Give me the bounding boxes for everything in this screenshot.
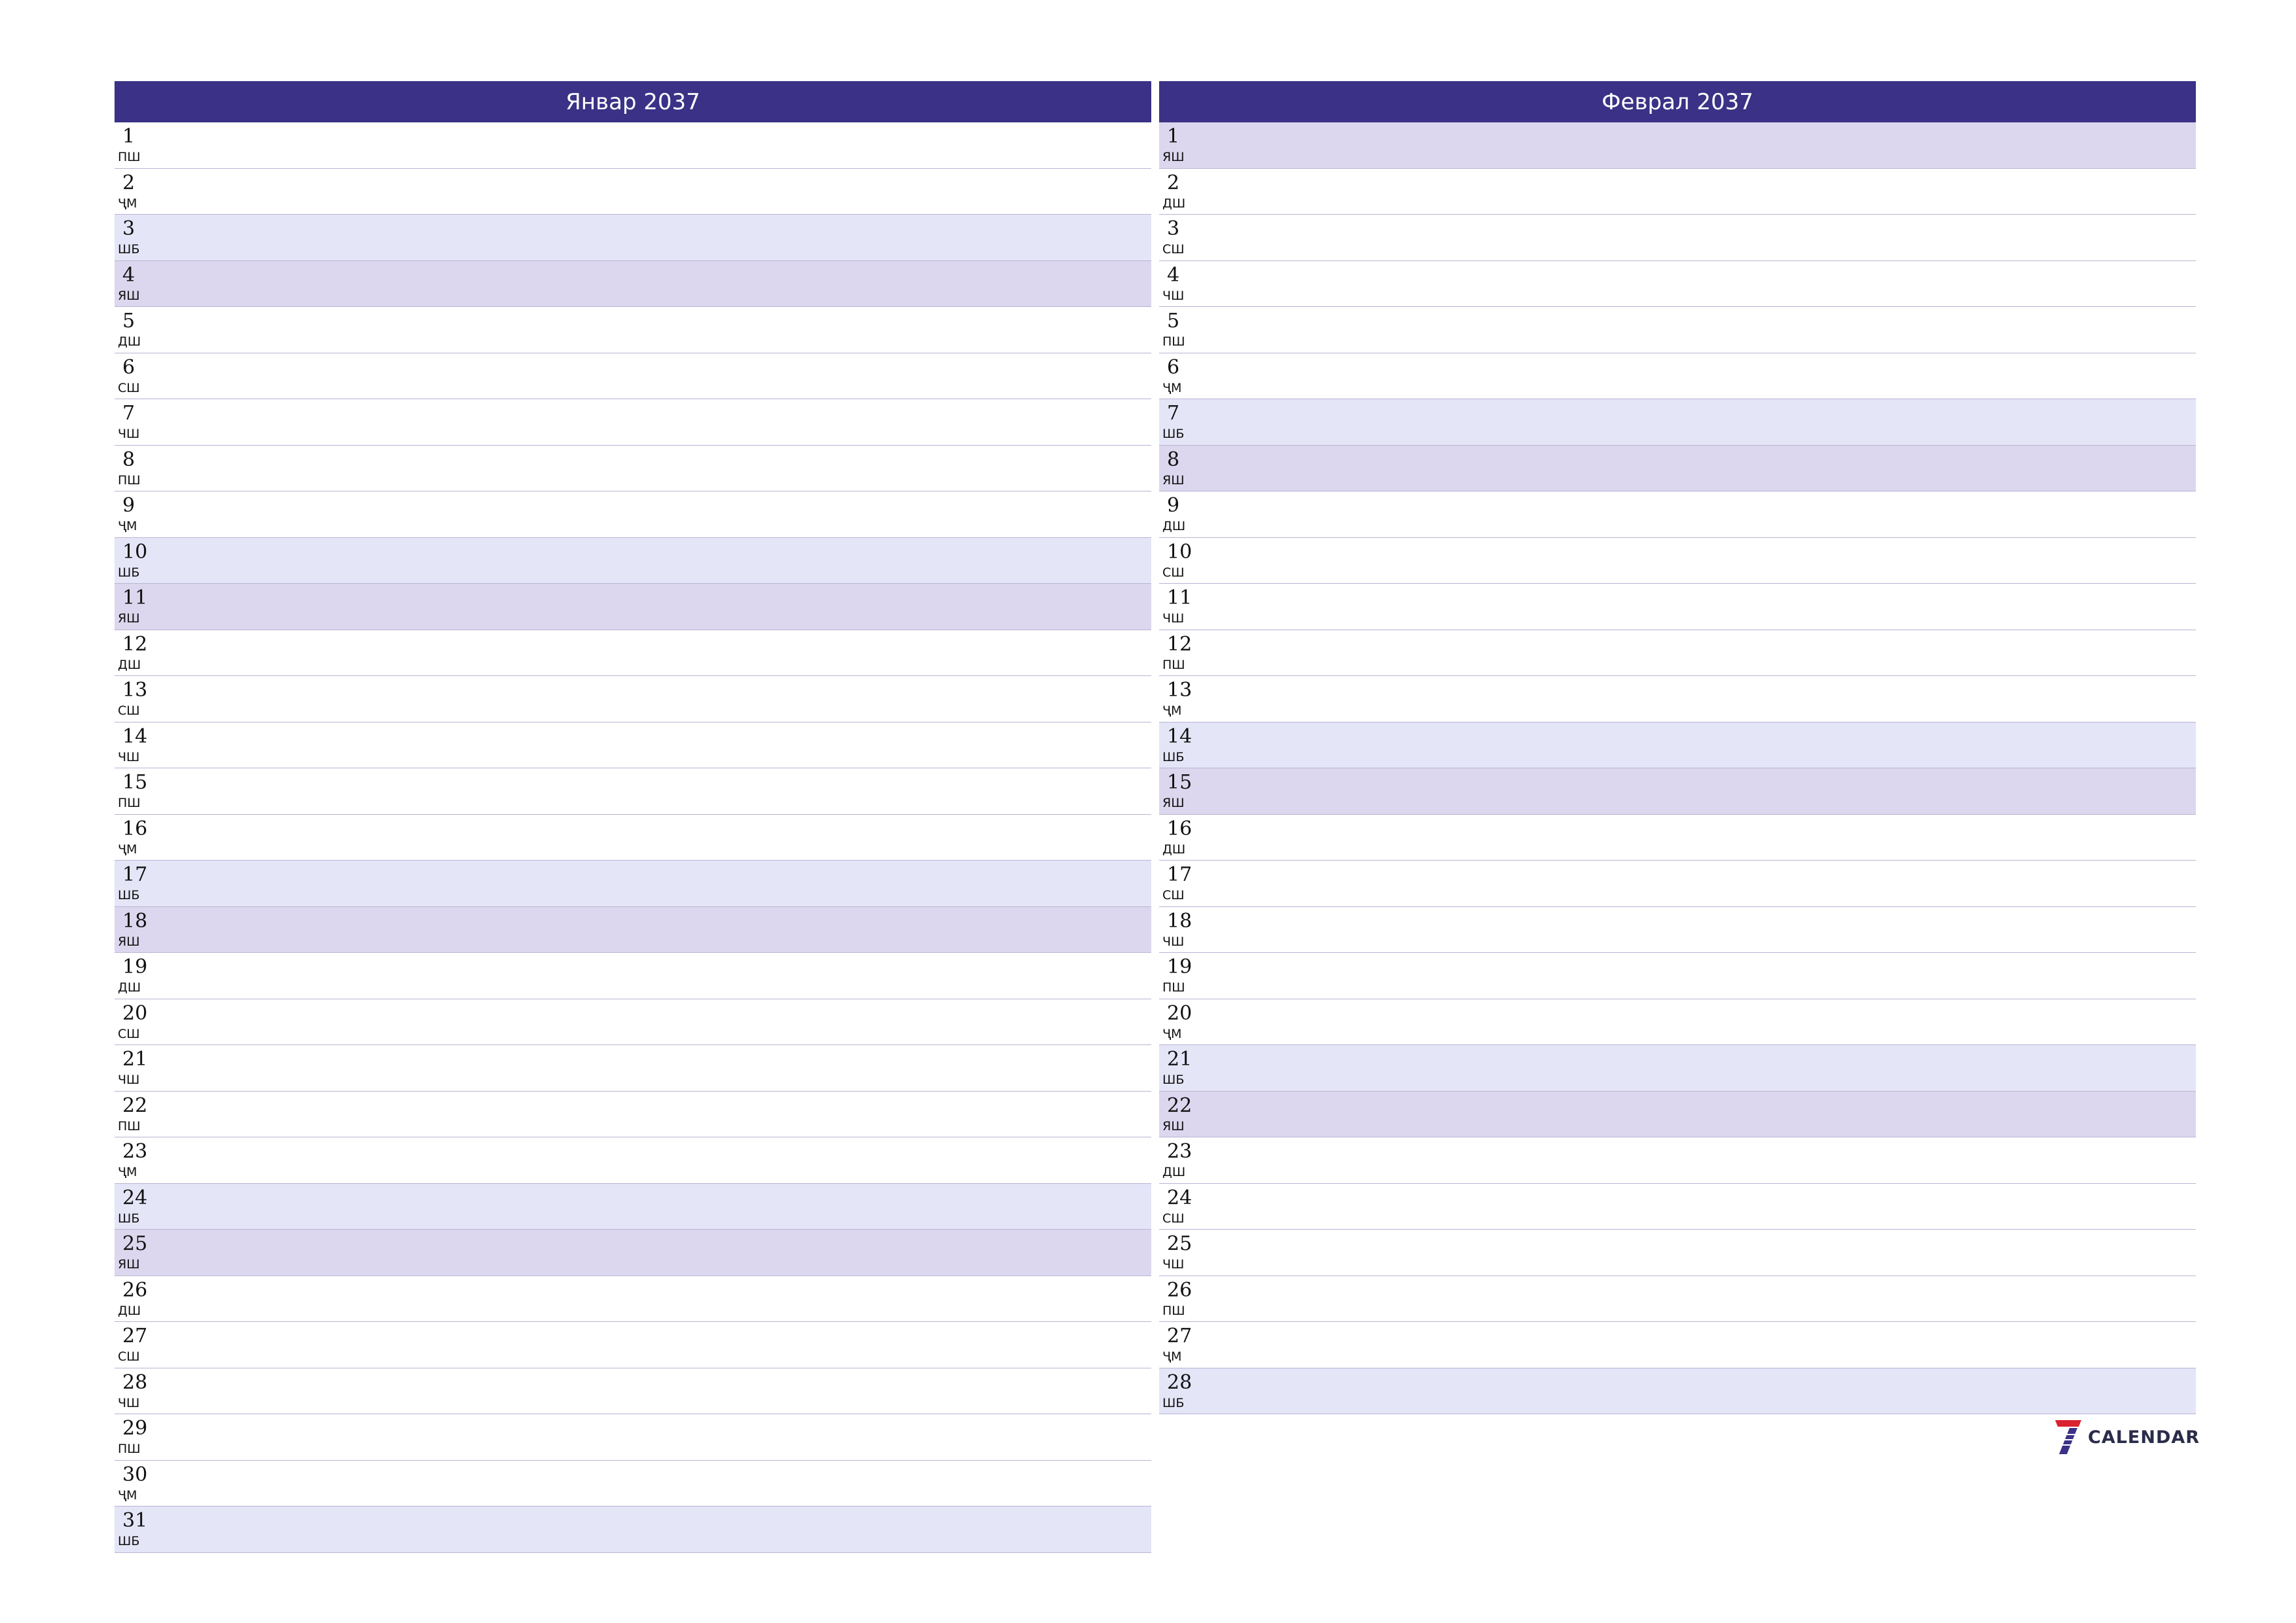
month-title: Феврал 2037: [1159, 81, 2196, 122]
weekday-label: СШ: [1162, 565, 1185, 580]
day-row: [115, 353, 1151, 400]
day-number: 3: [122, 217, 135, 240]
weekday-label: ШБ: [118, 888, 140, 902]
logo-text: CALENDAR: [2088, 1427, 2200, 1448]
weekday-label: СШ: [118, 704, 140, 718]
day-number: 16: [1167, 817, 1193, 840]
weekday-label: ЧШ: [118, 1073, 140, 1087]
day-row: [115, 1092, 1151, 1138]
day-number: 10: [122, 540, 148, 563]
day-row: [115, 215, 1151, 261]
weekday-label: ПШ: [118, 796, 141, 810]
weekday-label: ПШ: [1162, 657, 1185, 672]
month-february: [1159, 81, 2196, 1414]
weekday-label: ДШ: [118, 657, 141, 672]
weekday-label: ҶМ: [118, 842, 137, 857]
day-number: 18: [1167, 909, 1193, 933]
day-row: [115, 1322, 1151, 1368]
day-number: 13: [1167, 679, 1193, 702]
weekday-label: ҶМ: [1162, 704, 1182, 718]
day-list: [115, 122, 1151, 1553]
weekday-label: ДШ: [118, 334, 141, 349]
weekday-label: ШБ: [1162, 749, 1185, 764]
weekday-label: СШ: [118, 1349, 140, 1364]
weekday-label: ШБ: [118, 1534, 140, 1548]
day-number: 31: [122, 1509, 148, 1532]
weekday-label: СШ: [118, 380, 140, 395]
day-row: [1159, 676, 2196, 722]
day-number: 3: [1167, 217, 1180, 240]
day-row: [1159, 122, 2196, 169]
weekday-label: ЯШ: [118, 611, 140, 626]
calendar-logo: [2054, 1419, 2200, 1455]
day-number: 25: [122, 1232, 148, 1255]
day-number: 15: [1167, 771, 1193, 794]
day-number: 8: [1167, 448, 1180, 471]
day-row: [115, 1368, 1151, 1415]
weekday-label: ШБ: [118, 242, 140, 257]
day-row: [115, 953, 1151, 999]
weekday-label: ЯШ: [118, 288, 140, 303]
weekday-label: ҶМ: [1162, 380, 1182, 395]
weekday-label: ШБ: [1162, 1395, 1185, 1410]
weekday-label: ШБ: [1162, 427, 1185, 441]
day-number: 14: [122, 724, 148, 748]
day-number: 7: [1167, 402, 1180, 425]
day-row: [1159, 399, 2196, 446]
weekday-label: ЯШ: [1162, 1118, 1185, 1133]
day-row: [1159, 584, 2196, 630]
weekday-label: ПШ: [118, 1118, 141, 1133]
weekday-label: ЧШ: [118, 1395, 140, 1410]
day-number: 5: [1167, 310, 1180, 332]
day-number: 4: [1167, 263, 1180, 287]
day-row: [115, 169, 1151, 215]
weekday-label: ЧШ: [118, 427, 140, 441]
day-number: 29: [122, 1417, 148, 1440]
day-row: [115, 676, 1151, 722]
day-number: 6: [122, 355, 135, 379]
weekday-label: ДШ: [1162, 196, 1186, 211]
day-row: [1159, 1137, 2196, 1184]
day-number: 20: [1167, 1001, 1193, 1025]
day-row: [1159, 491, 2196, 538]
day-row: [1159, 815, 2196, 861]
weekday-label: ҶМ: [118, 1488, 137, 1503]
day-row: [115, 1276, 1151, 1323]
day-number: 7: [122, 402, 135, 425]
day-row: [115, 491, 1151, 538]
day-row: [1159, 1322, 2196, 1368]
weekday-label: ШБ: [118, 1211, 140, 1226]
day-number: 19: [122, 955, 148, 978]
day-number: 23: [1167, 1140, 1193, 1163]
weekday-label: ЯШ: [1162, 150, 1185, 164]
weekday-label: СШ: [1162, 1211, 1185, 1226]
day-number: 23: [122, 1140, 148, 1163]
day-number: 17: [122, 863, 148, 886]
weekday-label: ЯШ: [118, 1257, 140, 1272]
day-number: 26: [1167, 1278, 1193, 1302]
day-row: [1159, 261, 2196, 308]
weekday-label: ДШ: [1162, 519, 1186, 533]
weekday-label: ШБ: [1162, 1073, 1185, 1087]
weekday-label: СШ: [1162, 888, 1185, 902]
day-number: 20: [122, 1001, 148, 1025]
day-row: [1159, 169, 2196, 215]
weekday-label: ЧШ: [1162, 288, 1185, 303]
day-number: 9: [122, 494, 135, 517]
day-row: [1159, 1092, 2196, 1138]
weekday-label: ҶМ: [1162, 1026, 1182, 1041]
day-number: 10: [1167, 540, 1193, 563]
weekday-label: ЯШ: [118, 934, 140, 949]
weekday-label: ПШ: [118, 1442, 141, 1456]
weekday-label: ПШ: [1162, 1303, 1185, 1318]
day-row: [1159, 953, 2196, 999]
weekday-label: ПШ: [118, 473, 141, 488]
weekday-label: ДШ: [1162, 842, 1186, 857]
weekday-label: ҶМ: [1162, 1349, 1182, 1364]
day-row: [115, 1230, 1151, 1276]
day-number: 6: [1167, 355, 1180, 379]
day-row: [115, 1184, 1151, 1230]
weekday-label: ЧШ: [1162, 934, 1185, 949]
day-number: 9: [1167, 494, 1180, 517]
day-number: 21: [122, 1048, 148, 1071]
day-row: [1159, 1230, 2196, 1276]
weekday-label: ЯШ: [1162, 796, 1185, 810]
day-number: 1: [1167, 125, 1180, 148]
day-row: [115, 768, 1151, 815]
day-number: 27: [122, 1325, 148, 1347]
day-row: [115, 261, 1151, 308]
weekday-label: СШ: [1162, 242, 1185, 257]
day-number: 28: [1167, 1370, 1193, 1394]
day-number: 12: [1167, 632, 1193, 656]
day-row: [1159, 215, 2196, 261]
day-number: 14: [1167, 724, 1193, 748]
day-row: [1159, 722, 2196, 769]
day-number: 8: [122, 448, 135, 471]
day-number: 13: [122, 679, 148, 702]
day-row: [1159, 999, 2196, 1046]
day-row: [115, 815, 1151, 861]
day-row: [1159, 1184, 2196, 1230]
day-row: [115, 122, 1151, 169]
weekday-label: ДШ: [1162, 1165, 1186, 1179]
day-row: [115, 1137, 1151, 1184]
day-number: 27: [1167, 1325, 1193, 1347]
day-number: 11: [122, 586, 148, 609]
day-number: 21: [1167, 1048, 1193, 1071]
day-number: 24: [1167, 1186, 1193, 1209]
weekday-label: ЯШ: [1162, 473, 1185, 488]
day-row: [115, 999, 1151, 1046]
day-row: [1159, 538, 2196, 584]
day-number: 11: [1167, 586, 1193, 609]
day-row: [115, 307, 1151, 353]
day-number: 22: [122, 1094, 148, 1117]
weekday-label: ҶМ: [118, 196, 137, 211]
day-row: [1159, 768, 2196, 815]
day-row: [115, 584, 1151, 630]
day-number: 30: [122, 1463, 148, 1486]
weekday-label: ЧШ: [1162, 611, 1185, 626]
weekday-label: ҶМ: [118, 1165, 137, 1179]
day-number: 22: [1167, 1094, 1193, 1117]
day-number: 16: [122, 817, 148, 840]
weekday-label: ПШ: [1162, 980, 1185, 995]
day-row: [1159, 1045, 2196, 1092]
day-row: [1159, 1276, 2196, 1323]
day-row: [1159, 307, 2196, 353]
day-row: [1159, 907, 2196, 954]
day-row: [1159, 861, 2196, 907]
day-number: 15: [122, 771, 148, 794]
day-number: 1: [122, 125, 135, 148]
weekday-label: ПШ: [1162, 334, 1185, 349]
weekday-label: ШБ: [118, 565, 140, 580]
weekday-label: ЧШ: [1162, 1257, 1185, 1272]
day-list: [1159, 122, 2196, 1414]
day-row: [115, 1461, 1151, 1507]
day-row: [1159, 630, 2196, 677]
day-row: [115, 399, 1151, 446]
day-number: 5: [122, 310, 135, 332]
day-row: [115, 446, 1151, 492]
day-number: 25: [1167, 1232, 1193, 1255]
month-title: Январ 2037: [115, 81, 1151, 122]
day-number: 28: [122, 1370, 148, 1394]
day-row: [115, 1507, 1151, 1553]
day-row: [115, 907, 1151, 954]
day-number: 19: [1167, 955, 1193, 978]
day-number: 12: [122, 632, 148, 656]
day-row: [115, 538, 1151, 584]
weekday-label: ЧШ: [118, 749, 140, 764]
weekday-label: ПШ: [118, 150, 141, 164]
day-number: 26: [122, 1278, 148, 1302]
day-row: [115, 722, 1151, 769]
day-number: 4: [122, 263, 135, 287]
day-row: [115, 630, 1151, 677]
weekday-label: ДШ: [118, 980, 141, 995]
weekday-label: СШ: [118, 1026, 140, 1041]
weekday-label: ДШ: [118, 1303, 141, 1318]
day-row: [1159, 353, 2196, 400]
day-row: [115, 861, 1151, 907]
day-number: 17: [1167, 863, 1193, 886]
day-row: [1159, 446, 2196, 492]
day-number: 24: [122, 1186, 148, 1209]
day-row: [115, 1045, 1151, 1092]
seven-calendar-logo-icon: [2054, 1419, 2083, 1455]
weekday-label: ҶМ: [118, 519, 137, 533]
day-number: 2: [1167, 171, 1180, 194]
day-row: [1159, 1368, 2196, 1415]
day-number: 18: [122, 909, 148, 933]
day-number: 2: [122, 171, 135, 194]
day-row: [115, 1414, 1151, 1461]
month-january: [115, 81, 1151, 1553]
